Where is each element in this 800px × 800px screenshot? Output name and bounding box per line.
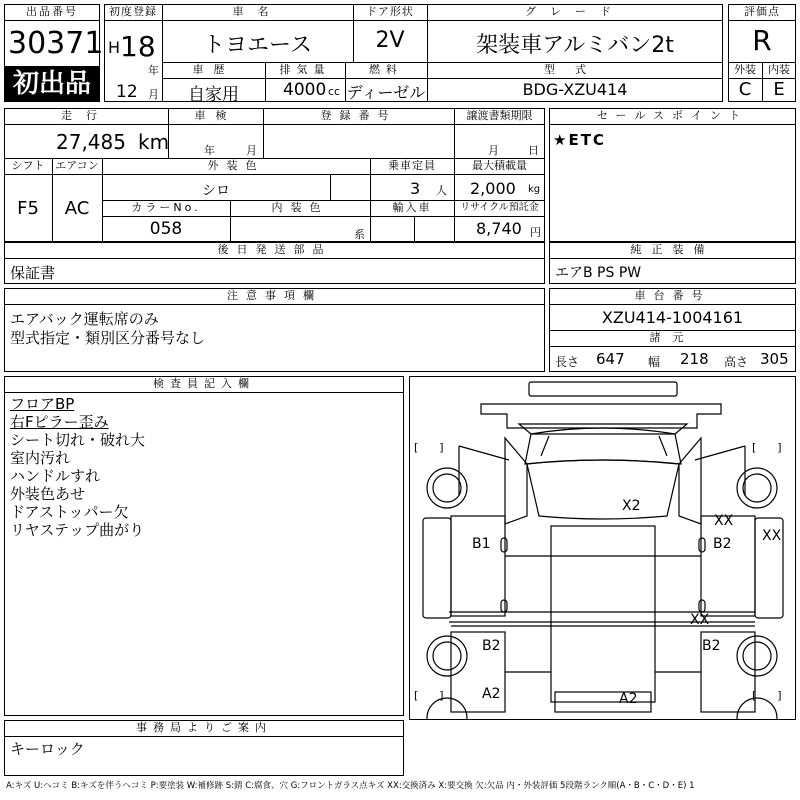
inspector-line-1: フロアBP — [10, 395, 75, 413]
grade-label: グレード — [525, 5, 625, 18]
registration-month: 12 — [116, 82, 138, 102]
plate-label: 登録番号 — [320, 109, 397, 122]
length: 647 — [596, 350, 625, 368]
registration-year: 18 — [120, 30, 156, 63]
exterior-label: 外装 — [734, 63, 756, 76]
color-label: 外装色 — [207, 159, 265, 172]
inspector-line-7: ドアストッパー欠 — [10, 503, 129, 521]
color-no-label: カラーNo. — [131, 201, 201, 214]
shift-label: シフト — [11, 159, 45, 172]
interior-color-unit: 系 — [354, 228, 365, 241]
spec-box — [4, 108, 545, 242]
month-unit: 月 — [148, 88, 159, 101]
score: R — [752, 24, 772, 57]
spec-label: 諸元 — [649, 331, 696, 344]
damage-mark: X2 — [622, 498, 641, 514]
sales-point-box — [549, 108, 796, 242]
width: 218 — [680, 350, 709, 368]
recycle-unit: 円 — [530, 226, 541, 239]
history-label: 車歴 — [192, 63, 235, 76]
model-label: 型式 — [544, 63, 606, 76]
damage-mark: XX — [762, 528, 782, 544]
inspector-line-4: 室内汚れ — [10, 449, 71, 467]
notes-line-2: 型式指定・類別区分番号なし — [10, 329, 206, 347]
height-label: 高さ — [724, 355, 749, 369]
exterior-grade: C — [738, 79, 752, 100]
km-unit: km — [138, 130, 170, 154]
model-code: BDG-XZU414 — [522, 80, 628, 99]
color-no: 058 — [149, 219, 183, 239]
sales-point-text: ★ETC — [553, 131, 606, 149]
seats: 3 — [410, 179, 421, 198]
damage-mark: B2 — [482, 638, 501, 654]
legend-footer: A:キズ U:ヘコミ B:キズを伴うヘコミ P:要塗装 W:補修跡 S:錆 C:腐食、穴 G:フロントガラス点キズ XX:交換済み X:要交換 欠:欠品 内・外装評価 5段階ランク順(A・B・C・D・E) 1 — [6, 781, 695, 791]
mileage: 27,485 — [56, 130, 126, 154]
inspector-line-3: シート切れ・破れ大 — [10, 431, 146, 449]
diagram-bracket-right-top: [ ] — [752, 441, 782, 454]
era-letter: H — [108, 38, 121, 57]
damage-mark: XX — [690, 612, 710, 628]
seats-unit: 人 — [436, 184, 447, 197]
ac: AC — [64, 198, 90, 219]
displacement: 4000 — [283, 80, 327, 100]
cc-unit: cc — [328, 85, 341, 98]
damage-mark: B1 — [472, 536, 491, 552]
notes-line-1: エアバック運転席のみ — [10, 310, 159, 328]
recycle-label: リサイクル預託金 — [460, 202, 539, 213]
damage-mark: B2 — [713, 536, 732, 552]
damage-mark: A2 — [482, 686, 501, 702]
fuel: ディーゼル — [346, 83, 426, 102]
later-parts-text: 保証書 — [10, 264, 56, 282]
inspector-line-2: 右Fピラー歪み — [10, 413, 109, 431]
car-name-label: 車名 — [232, 5, 283, 18]
lot-number-label: 出品番号 — [26, 5, 78, 18]
registration-label: 初度登録 — [109, 5, 157, 18]
transfer-label: 譲渡書類期限 — [466, 109, 533, 122]
inspector-line-8: リヤステップ曲がり — [10, 521, 145, 539]
diagram-bracket-right-bottom: [ ] — [752, 689, 782, 702]
seats-label: 乗車定員 — [388, 159, 436, 172]
interior-color-label: 内装色 — [271, 201, 329, 214]
later-parts-label: 後日発送部品 — [217, 243, 332, 256]
inspection-year-unit: 年 — [204, 144, 215, 157]
displacement-label: 排気量 — [279, 63, 331, 76]
year-unit: 年 — [148, 64, 159, 77]
max-load: 2,000 — [470, 179, 516, 198]
height: 305 — [760, 350, 789, 368]
interior-grade: E — [773, 79, 785, 100]
notes-label: 注意事項欄 — [227, 289, 322, 302]
office-notes-label: 事務局よりご案内 — [136, 721, 272, 734]
door-label: ドア形状 — [366, 5, 414, 18]
transfer-month-unit: 月 — [488, 144, 499, 157]
inspector-line-6: 外装色あせ — [10, 485, 86, 503]
recycle-fee: 8,740 — [476, 219, 522, 238]
vehicle-diagram — [409, 376, 796, 720]
chassis-label: 車台番号 — [634, 289, 711, 302]
grade: 架装車アルミバン2t — [476, 33, 674, 58]
score-label: 評価点 — [744, 5, 780, 18]
import-label: 輸入車 — [392, 201, 432, 214]
ac-label: エアコン — [55, 159, 99, 172]
diagram-bracket-left-top: [ ] — [414, 441, 444, 454]
history: 自家用 — [188, 85, 239, 105]
damage-mark: B2 — [702, 638, 721, 654]
door-type: 2V — [375, 28, 405, 53]
width-label: 幅 — [648, 355, 661, 369]
inspector-label: 検査員記入欄 — [153, 377, 255, 390]
max-load-label: 最大積載量 — [472, 159, 527, 172]
color: シロ — [202, 183, 230, 199]
inspector-line-5: ハンドルすれ — [10, 467, 101, 485]
max-load-unit: kg — [528, 184, 541, 195]
damage-mark: XX — [714, 513, 734, 529]
length-label: 長さ — [555, 355, 580, 369]
inspection-label: 車検 — [194, 109, 237, 122]
sales-point-label: セールスポイント — [596, 109, 748, 122]
fuel-label: 燃料 — [369, 63, 403, 76]
lot-number: 30371 — [8, 26, 104, 61]
first-listing-text: 初出品 — [12, 69, 91, 99]
mileage-label: 走行 — [61, 109, 111, 122]
office-notes-text: キーロック — [10, 740, 85, 758]
equipment-text: エアB PS PW — [555, 265, 642, 281]
diagram-bracket-left-bottom: [ ] — [414, 689, 444, 702]
chassis-number: XZU414-1004161 — [601, 308, 744, 327]
equipment-label: 純正装備 — [630, 243, 715, 256]
car-name: トヨエース — [203, 33, 312, 58]
interior-label: 内装 — [768, 63, 790, 76]
shift: F5 — [17, 198, 39, 219]
inspection-month-unit: 月 — [246, 144, 257, 157]
transfer-day-unit: 日 — [528, 144, 539, 157]
damage-mark: A2 — [619, 691, 638, 707]
